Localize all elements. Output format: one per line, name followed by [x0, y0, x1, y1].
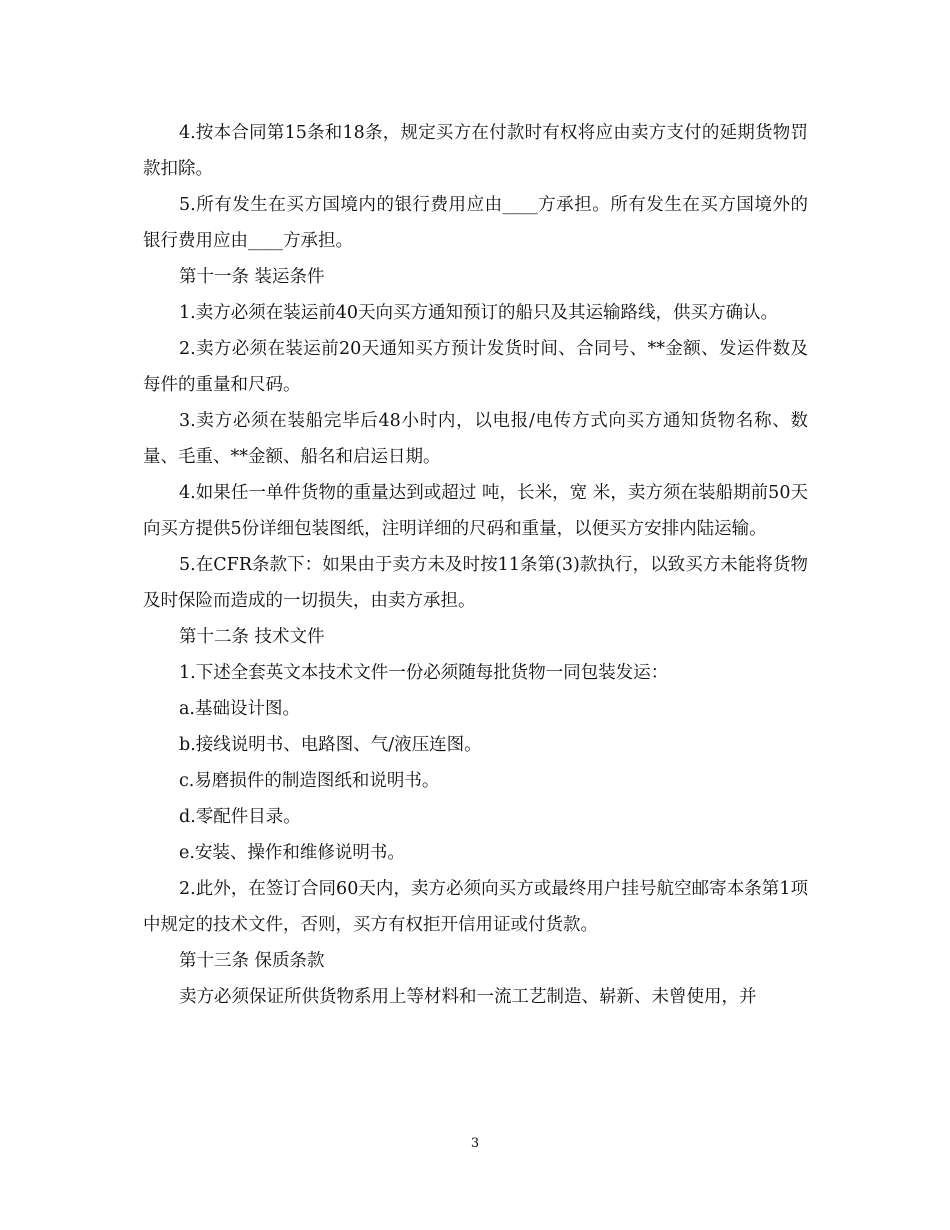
list-item-e: e.安装、操作和维修说明书。 — [179, 843, 405, 863]
paragraph-clause-12-item-2: 2.此外，在签订合同60天内，卖方必须向买方或最终用户挂号航空邮寄本条第1项中规定的技术文件，否则，买方有权拒开信用证或付货款。 — [143, 879, 808, 935]
list-item-a: a.基础设计图。 — [179, 699, 300, 719]
heading-clause-13: 第十三条 保质条款 — [179, 951, 325, 971]
list-item-b: b.接线说明书、电路图、气/液压连图。 — [179, 735, 482, 755]
list-item-c: c.易磨损件的制造图纸和说明书。 — [179, 771, 440, 791]
heading-clause-11: 第十一条 装运条件 — [179, 267, 325, 287]
paragraph-clause-11-item-3: 3.卖方必须在装船完毕后48小时内，以电报/电传方式向买方通知货物名称、数量、毛重、**金额、船名和启运日期。 — [143, 411, 808, 467]
paragraph-clause-12-item-1: 1.下述全套英文本技术文件一份必须随每批货物一同包装发运： — [179, 663, 669, 683]
paragraph-clause-10-item-4: 4.按本合同第15条和18条，规定买方在付款时有权将应由卖方支付的延期货物罚款扣除。 — [143, 123, 808, 179]
paragraph-clause-10-item-5: 5.所有发生在买方国境内的银行费用应由____方承担。所有发生在买方国境外的银行费用应由____方承担。 — [143, 195, 808, 251]
paragraph-clause-11-item-5: 5.在CFR条款下：如果由于卖方未及时按11条第(3)款执行，以致买方未能将货物及时保险而造成的一切损失，由卖方承担。 — [143, 555, 808, 611]
heading-clause-12: 第十二条 技术文件 — [179, 627, 325, 647]
document-body — [143, 115, 808, 1015]
paragraph-clause-13-body: 卖方必须保证所供货物系用上等材料和一流工艺制造、崭新、未曾使用，并 — [179, 987, 757, 1007]
paragraph-clause-11-item-4: 4.如果任一单件货物的重量达到或超过 吨，长米，宽 米，卖方须在装船期前50天向买方提供5份详细包装图纸，注明详细的尺码和重量，以便买方安排内陆运输。 — [143, 483, 808, 539]
paragraph-clause-11-item-1: 1.卖方必须在装运前40天向买方通知预订的船只及其运输路线，供买方确认。 — [179, 303, 778, 323]
page-number: 3 — [470, 1136, 480, 1151]
paragraph-clause-11-item-2: 2.卖方必须在装运前20天通知买方预计发货时间、合同号、**金额、发运件数及每件的重量和尺码。 — [143, 339, 808, 395]
list-item-d: d.零配件目录。 — [179, 807, 301, 827]
